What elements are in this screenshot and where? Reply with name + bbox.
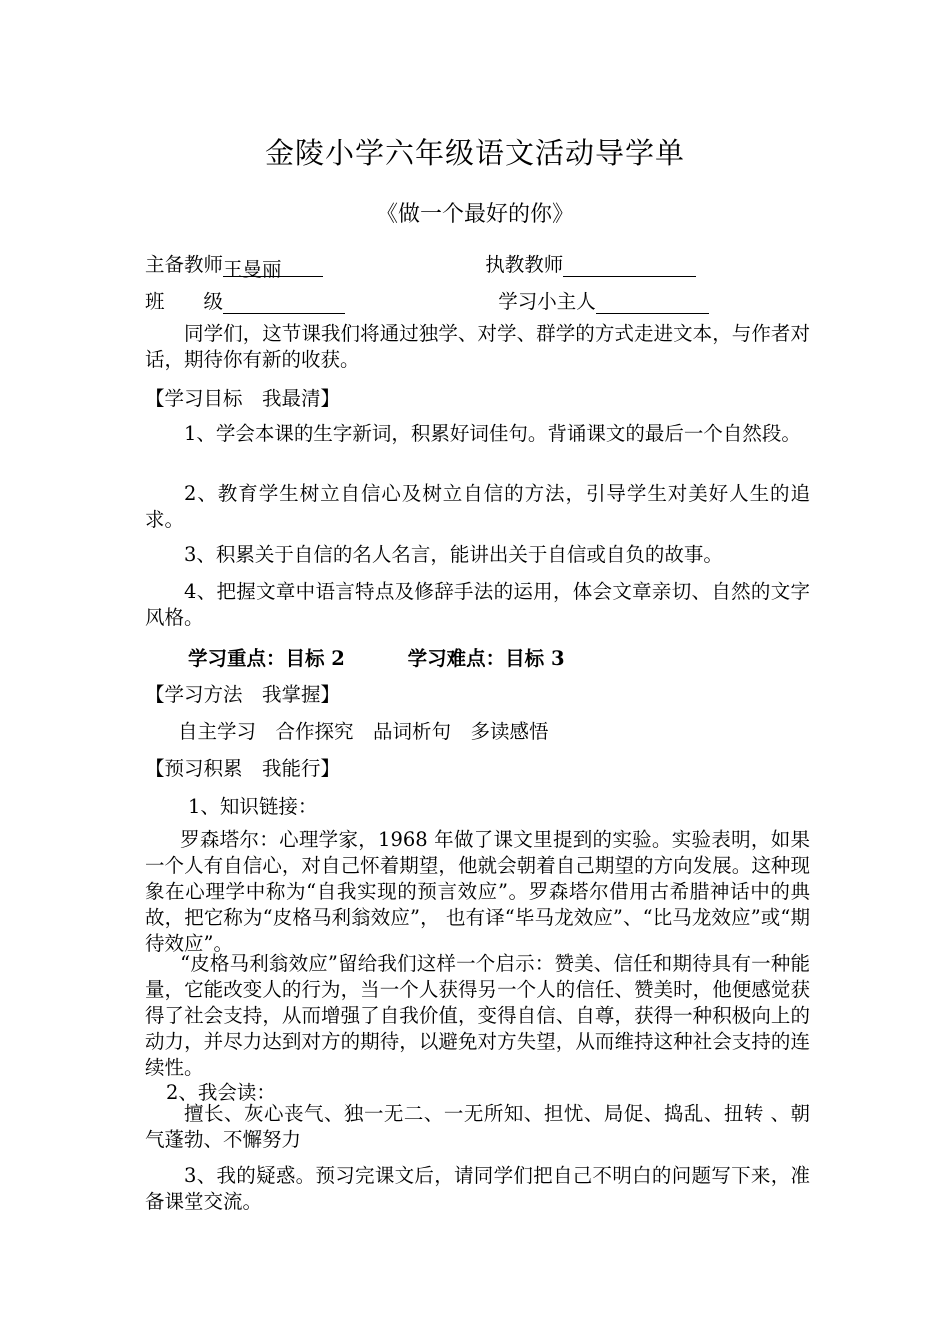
class-blank (223, 291, 345, 314)
methods-list: 自主学习 合作探究 品词析句 多读感悟 (178, 720, 549, 743)
lesson-title: 《做一个最好的你》 (375, 202, 574, 227)
key-points-row (188, 643, 853, 671)
knowledge-paragraph-2: “皮格马利翁效应”留给我们这样一个启示：赞美、信任和期待具有一种能量，它能改变人的行为，当一个人获得另一个人的信任、赞美时，他便感觉获得了社会支持，从而增强了自我价值，变得自信、自尊，获得一种积极向上的动力，并尽力达到对方的期待，以避免对方失望，从而维持这种社会支持的连续性。 (145, 952, 810, 1079)
host-label: 学习小主人 (498, 290, 596, 313)
header-row-class (145, 286, 810, 314)
intro-paragraph: 同学们，这节课我们将通过独学、对学、群学的方式走进文本，与作者对话，期待你有新的收获。 (145, 322, 810, 371)
goals-heading: 【学习目标 我最清】 (145, 387, 341, 410)
page-title: 金陵小学六年级语文活动导学单 (264, 136, 685, 170)
goal-item: 1、学会本课的生字新词，积累好词佳句。背诵课文的最后一个自然段。 (184, 422, 801, 445)
class-label: 班 级 (145, 290, 224, 313)
methods-heading: 【学习方法 我掌握】 (145, 683, 341, 706)
goal-item: 3、积累关于自信的名人名言，能讲出关于自信或自负的故事。 (184, 543, 723, 566)
knowledge-link-title: 1、知识链接： (188, 795, 318, 818)
reading-words: 擅长、灰心丧气、独一无二、一无所知、担忧、局促、捣乱、扭转 、朝气蓬勃、不懈努力 (145, 1102, 810, 1151)
key-point: 学习重点：目标 2 (188, 647, 345, 670)
questions-paragraph: 3、我的疑惑。预习完课文后，请同学们把自己不明白的问题写下来，准备课堂交流。 (145, 1164, 810, 1213)
header-row-teachers (145, 249, 810, 281)
difficult-point: 学习难点：目标 3 (407, 647, 565, 670)
lead-teacher-name: 王曼丽 (223, 254, 323, 277)
teaching-teacher-blank (563, 254, 696, 277)
host-blank (596, 291, 709, 314)
lead-teacher-label: 主备教师 (145, 253, 224, 276)
knowledge-paragraph-1: 罗森塔尔：心理学家，1968 年做了课文里提到的实验。实验表明，如果一个人有自信心，对自己怀着期望，他就会朝着自己期望的方向发展。这种现象在心理学中称为“自我实现的预言效应”。罗森塔尔借用古希腊神话中的典故，把它称为“皮格马利翁效应”， 也有译“毕马龙效应”、“比马龙效应”或“期待效应”。 (145, 828, 810, 955)
goal-item: 2、教育学生树立自信心及树立自信的方法，引导学生对美好人生的追求。 (145, 482, 810, 531)
teaching-teacher-label: 执教教师 (485, 253, 564, 276)
goal-item: 4、把握文章中语言特点及修辞手法的运用，体会文章亲切、自然的文字风格。 (145, 580, 810, 629)
preview-heading: 【预习积累 我能行】 (145, 757, 341, 780)
reading-title: 2、我会读： (166, 1081, 276, 1104)
